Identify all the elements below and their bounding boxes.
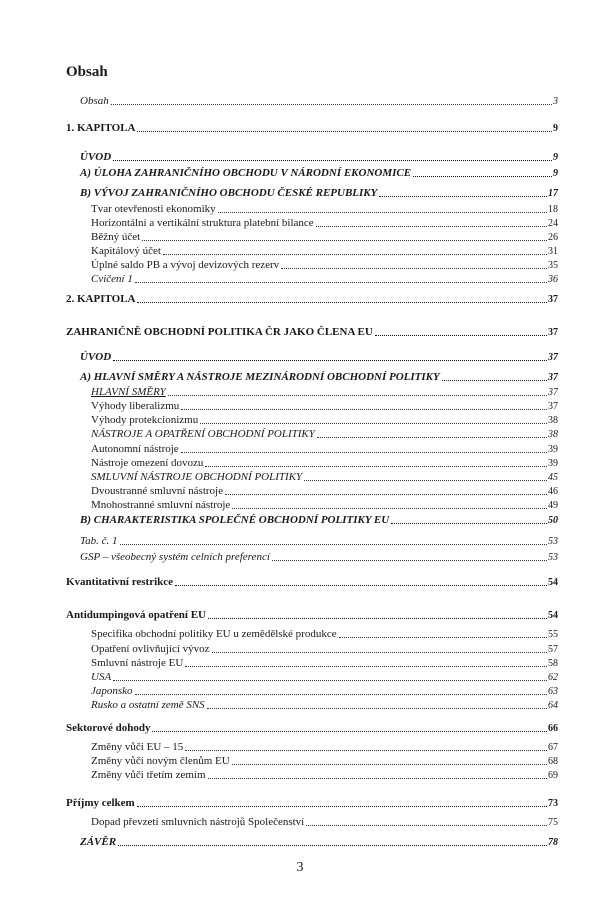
toc-entry bbox=[80, 150, 558, 164]
toc-leader-dots bbox=[181, 452, 547, 453]
toc-leader-dots bbox=[120, 544, 548, 545]
toc-entry bbox=[91, 684, 558, 698]
toc-entry-page: 67 bbox=[548, 742, 558, 753]
toc-leader-dots bbox=[137, 131, 552, 132]
toc-entry bbox=[66, 721, 558, 735]
toc-leader-dots bbox=[316, 226, 547, 227]
toc-entry-page: 37 bbox=[548, 352, 558, 363]
toc-entry bbox=[91, 656, 558, 670]
toc-entry-label: Smluvní nástroje EU bbox=[91, 657, 184, 669]
toc-leader-dots bbox=[137, 302, 547, 303]
toc-entry-label: Horizontální a vertikální struktura platební bilance bbox=[91, 217, 314, 229]
toc-leader-dots bbox=[232, 764, 547, 765]
toc-leader-dots bbox=[339, 637, 547, 638]
toc-entry-page: 37 bbox=[548, 387, 558, 398]
page-number: 3 bbox=[296, 860, 304, 875]
toc-entry-page: 53 bbox=[548, 536, 558, 547]
toc-entry-label: NÁSTROJE A OPATŘENÍ OBCHODNÍ POLITIKY bbox=[91, 428, 315, 440]
toc-leader-dots bbox=[306, 825, 547, 826]
toc-entry-label: A) ÚLOHA ZAHRANIČNÍHO OBCHODU V NÁRODNÍ EKONOMICE bbox=[80, 167, 412, 179]
toc-leader-dots bbox=[113, 680, 547, 681]
toc-entry bbox=[91, 413, 558, 427]
toc-leader-dots bbox=[118, 845, 547, 846]
toc-entry-label: ÚVOD bbox=[80, 151, 112, 163]
toc-entry bbox=[91, 498, 558, 512]
toc-entry-label: Cvičení 1 bbox=[91, 273, 133, 285]
toc-entry bbox=[91, 484, 558, 498]
toc-entry-label: ZÁVĚR bbox=[80, 836, 117, 848]
toc-entry bbox=[80, 370, 558, 384]
toc-entry bbox=[91, 740, 558, 754]
toc-leader-dots bbox=[168, 395, 547, 396]
toc-entry-page: 75 bbox=[548, 817, 558, 828]
toc-entry-page: 49 bbox=[548, 500, 558, 511]
toc-entry-page: 73 bbox=[548, 798, 558, 809]
toc-leader-dots bbox=[272, 560, 547, 561]
toc-leader-dots bbox=[218, 212, 547, 213]
toc-entry bbox=[80, 94, 558, 108]
toc-entry-page: 37 bbox=[548, 294, 558, 305]
toc-entry-page: 57 bbox=[548, 644, 558, 655]
toc-leader-dots bbox=[208, 778, 547, 779]
toc-entry-label: Japonsko bbox=[91, 685, 133, 697]
toc-leader-dots bbox=[113, 160, 552, 161]
toc-leader-dots bbox=[142, 240, 547, 241]
toc-entry bbox=[91, 470, 558, 484]
toc-entry-label: 1. KAPITOLA bbox=[66, 122, 136, 134]
toc-leader-dots bbox=[175, 585, 547, 586]
toc-entry-label: Výhody protekcionizmu bbox=[91, 414, 199, 426]
toc-entry-page: 9 bbox=[553, 123, 558, 134]
toc-entry-label: Běžný účet bbox=[91, 231, 141, 243]
toc-entry-label: Kvantitativní restrikce bbox=[66, 576, 174, 588]
toc-entry-label: Antidumpingová opatření EU bbox=[66, 609, 206, 621]
toc-leader-dots bbox=[413, 176, 552, 177]
toc-entry-label: Autonomní nástroje bbox=[91, 443, 179, 455]
toc-leader-dots bbox=[111, 104, 552, 105]
toc-entry bbox=[91, 670, 558, 684]
toc-entry-page: 58 bbox=[548, 658, 558, 669]
toc-leader-dots bbox=[152, 731, 547, 732]
toc-entry-page: 37 bbox=[548, 372, 558, 383]
toc-entry bbox=[91, 754, 558, 768]
toc-entry bbox=[91, 258, 558, 272]
toc-entry-page: 55 bbox=[548, 629, 558, 640]
toc-entry bbox=[91, 244, 558, 258]
toc-leader-dots bbox=[185, 750, 547, 751]
toc-entry-page: 50 bbox=[548, 515, 558, 526]
toc-leader-dots bbox=[205, 466, 547, 467]
toc-entry-page: 63 bbox=[548, 686, 558, 697]
toc-entry-label: Příjmy celkem bbox=[66, 797, 135, 809]
toc-entry-label: Dvoustranné smluvní nástroje bbox=[91, 485, 223, 497]
toc-leader-dots bbox=[135, 282, 547, 283]
toc-entry-label: ZAHRANIČNĚ OBCHODNÍ POLITIKA ČR JAKO ČLENA EU bbox=[66, 326, 373, 338]
toc-entry-label: HLAVNÍ SMĚRY bbox=[91, 386, 166, 398]
toc-entry-page: 68 bbox=[548, 756, 558, 767]
toc-entry bbox=[91, 642, 558, 656]
toc-leader-dots bbox=[135, 694, 547, 695]
toc-entry-page: 54 bbox=[548, 610, 558, 621]
toc-entry-label: A) HLAVNÍ SMĚRY A NÁSTROJE MEZINÁRODNÍ OBCHODNÍ POLITIKY bbox=[80, 371, 440, 383]
toc-leader-dots bbox=[200, 423, 547, 424]
toc-entry bbox=[91, 627, 558, 641]
toc-entry bbox=[80, 835, 558, 849]
toc-leader-dots bbox=[304, 480, 547, 481]
toc-entry-label: Dopad převzetí smluvních nástrojů Společenství bbox=[91, 816, 305, 828]
toc-entry-label: Výhody liberalizmu bbox=[91, 400, 180, 412]
toc-entry-page: 54 bbox=[548, 577, 558, 588]
toc-entry bbox=[66, 796, 558, 810]
toc-entry-label: USA bbox=[91, 671, 112, 683]
toc-entry bbox=[91, 768, 558, 782]
toc-entry-label: Mnohostranné smluvní nástroje bbox=[91, 499, 231, 511]
toc-entry-page: 62 bbox=[548, 672, 558, 683]
toc-entry-page: 53 bbox=[548, 552, 558, 563]
toc-entry bbox=[80, 186, 558, 200]
toc-entry-page: 18 bbox=[548, 204, 558, 215]
toc-entry-page: 69 bbox=[548, 770, 558, 781]
toc-leader-dots bbox=[181, 409, 547, 410]
toc-leader-dots bbox=[208, 618, 547, 619]
toc-entry-page: 38 bbox=[548, 429, 558, 440]
toc-entry-page: 78 bbox=[548, 837, 558, 848]
toc-entry bbox=[66, 575, 558, 589]
toc-heading: Obsah bbox=[66, 64, 108, 80]
toc-entry bbox=[66, 121, 558, 135]
toc-entry-label: B) VÝVOJ ZAHRANIČNÍHO OBCHODU ČESKÉ REPUBLIKY bbox=[80, 187, 378, 199]
toc-entry-page: 31 bbox=[548, 246, 558, 257]
toc-entry bbox=[80, 350, 558, 364]
toc-entry-page: 36 bbox=[548, 274, 558, 285]
toc-leader-dots bbox=[391, 523, 547, 524]
toc-entry bbox=[91, 399, 558, 413]
toc-leader-dots bbox=[185, 666, 547, 667]
toc-entry bbox=[91, 427, 558, 441]
toc-entry-label: Sektorové dohody bbox=[66, 722, 151, 734]
toc-entry-label: GSP – všeobecný systém celních preferencí bbox=[80, 551, 270, 563]
toc-leader-dots bbox=[375, 335, 547, 336]
toc-entry-page: 9 bbox=[553, 168, 558, 179]
toc-entry-page: 35 bbox=[548, 260, 558, 271]
toc-entry-label: Změny vůči novým členům EU bbox=[91, 755, 230, 767]
toc-entry-page: 46 bbox=[548, 486, 558, 497]
toc-entry bbox=[91, 815, 558, 829]
toc-leader-dots bbox=[137, 806, 547, 807]
toc-leader-dots bbox=[281, 268, 547, 269]
toc-entry-page: 17 bbox=[548, 188, 558, 199]
toc-entry-page: 39 bbox=[548, 458, 558, 469]
toc-leader-dots bbox=[379, 196, 547, 197]
toc-entry bbox=[91, 272, 558, 286]
toc-entry-page: 39 bbox=[548, 444, 558, 455]
toc-leader-dots bbox=[317, 437, 547, 438]
toc-entry-page: 3 bbox=[553, 96, 558, 107]
toc-entry-page: 38 bbox=[548, 415, 558, 426]
toc-entry-label: Specifika obchodní politiky EU u zemědělské produkce bbox=[91, 628, 337, 640]
toc-entry bbox=[66, 292, 558, 306]
toc-entry bbox=[66, 325, 558, 339]
toc-entry-page: 45 bbox=[548, 472, 558, 483]
toc-entry bbox=[80, 166, 558, 180]
toc-entry bbox=[66, 608, 558, 622]
toc-entry-label: Nástroje omezení dovozu bbox=[91, 457, 204, 469]
toc-entry bbox=[91, 456, 558, 470]
toc-entry bbox=[91, 385, 558, 399]
toc-entry-label: Rusko a ostatní země SNS bbox=[91, 699, 205, 711]
toc-entry-page: 24 bbox=[548, 218, 558, 229]
toc-leader-dots bbox=[207, 708, 547, 709]
toc-entry-page: 64 bbox=[548, 700, 558, 711]
toc-entry bbox=[91, 698, 558, 712]
toc-leader-dots bbox=[225, 494, 547, 495]
toc-entry bbox=[80, 513, 558, 527]
toc-entry-label: Kapitálový účet bbox=[91, 245, 161, 257]
toc-leader-dots bbox=[442, 380, 547, 381]
toc-entry bbox=[91, 230, 558, 244]
toc-entry-label: Změny vůči EU – 15 bbox=[91, 741, 184, 753]
toc-entry-label: Tvar otevřenosti ekonomiky bbox=[91, 203, 216, 215]
toc-entry-label: Obsah bbox=[80, 95, 109, 107]
toc-leader-dots bbox=[163, 254, 547, 255]
toc-entry-label: Změny vůči třetím zemím bbox=[91, 769, 206, 781]
toc-entry-label: ÚVOD bbox=[80, 351, 112, 363]
toc-entry-label: Úplné saldo PB a vývoj devizových rezerv bbox=[91, 259, 280, 271]
toc-entry bbox=[91, 202, 558, 216]
toc-entry bbox=[80, 550, 558, 564]
toc-entry-page: 9 bbox=[553, 152, 558, 163]
toc-entry-label: 2. KAPITOLA bbox=[66, 293, 136, 305]
toc-entry bbox=[91, 442, 558, 456]
toc-leader-dots bbox=[232, 508, 547, 509]
toc-leader-dots bbox=[212, 652, 547, 653]
toc-entry-label: Tab. č. 1 bbox=[80, 535, 118, 547]
toc-entry-page: 26 bbox=[548, 232, 558, 243]
toc-entry bbox=[91, 216, 558, 230]
toc-entry-page: 66 bbox=[548, 723, 558, 734]
toc-leader-dots bbox=[113, 360, 547, 361]
toc-entry bbox=[80, 534, 558, 548]
toc-entry-label: B) CHARAKTERISTIKA SPOLEČNÉ OBCHODNÍ POLITIKY EU bbox=[80, 514, 390, 526]
toc-entry-label: Opatření ovlivňující vývoz bbox=[91, 643, 210, 655]
toc-entry-page: 37 bbox=[548, 327, 558, 338]
toc-entry-label: SMLUVNÍ NÁSTROJE OBCHODNÍ POLITIKY bbox=[91, 471, 303, 483]
toc-entry-page: 37 bbox=[548, 401, 558, 412]
